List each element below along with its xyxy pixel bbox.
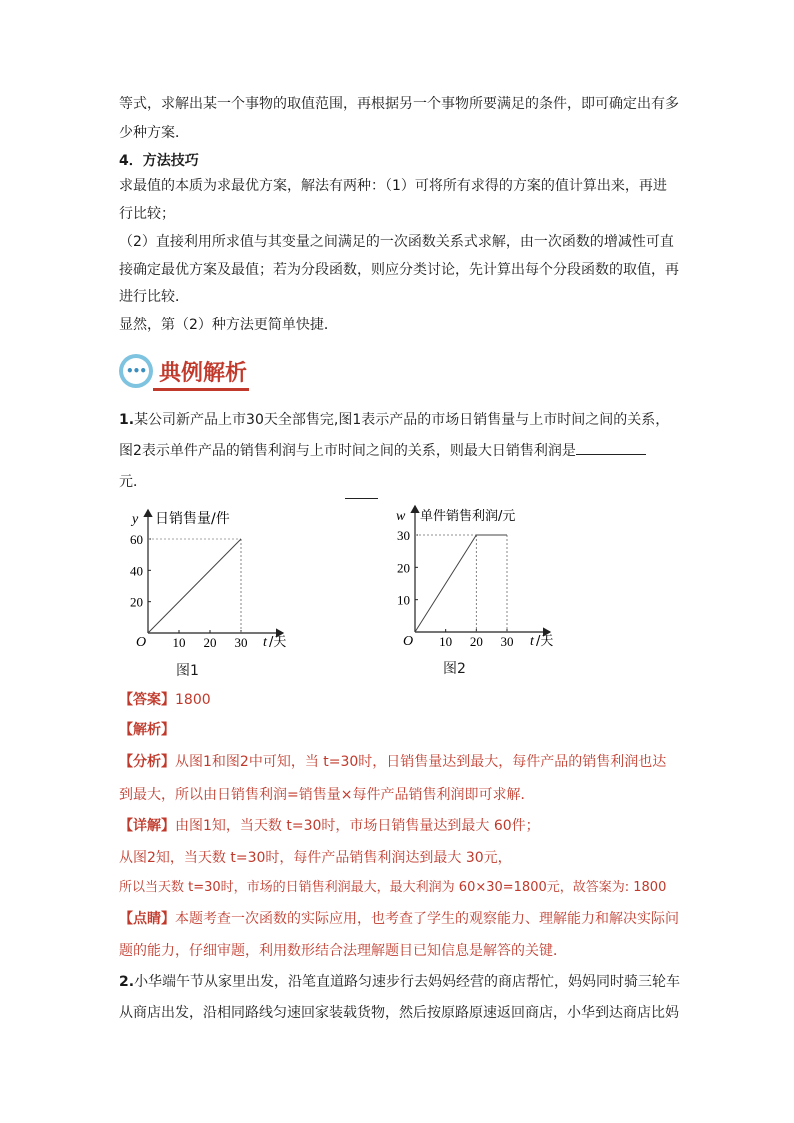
dianjing-label: 【点睛】	[119, 911, 175, 927]
more-dots-icon: •••	[119, 354, 153, 388]
fig2-ytick-label: 30	[397, 528, 410, 543]
fig1-xtick-label: 30	[234, 635, 248, 650]
section-title: 典例解析	[159, 360, 248, 386]
figure-1-caption: 图1	[176, 663, 199, 679]
q1-text-2: 图2表示单件产品的销售利润与上市时间之间的关系，则最大日销售利润是	[119, 443, 576, 459]
xiangjie-line-2: 从图2知，当天数 t=30时，每件产品销售利润达到最大 30元，	[119, 850, 512, 866]
intro-line-8: 显然，第（2）种方法更简单快捷．	[119, 317, 338, 333]
figure-2-caption: 图2	[443, 661, 466, 677]
answer-value: 1800	[175, 692, 211, 708]
dianjing-line-1	[119, 909, 679, 929]
fig2-xlabel: /天	[536, 634, 554, 649]
xiangjie-line-3: 所以当天数 t=30时，市场的日销售利润最大，最大利润为 60×30=1800元，故答案为: 1800	[119, 880, 667, 895]
q1-line-1	[119, 410, 669, 430]
q2-number: 2.	[119, 974, 135, 990]
q2-text-1: 小华端午节从家里出发，沿笔直道路匀速步行去妈妈经营的商店帮忙，妈妈同时骑三轮车	[134, 974, 681, 990]
analysis-label: 【解析】	[119, 722, 175, 738]
figure-1-chart	[118, 505, 318, 655]
fig2-xtick-label: 20	[469, 634, 483, 649]
method-tips-heading: 4．方法技巧	[119, 153, 199, 169]
fig1-ylabel: 日销售量/件	[155, 511, 230, 527]
fenxi-line-1	[119, 752, 666, 772]
answer-line	[119, 690, 211, 710]
short-rule	[345, 498, 378, 499]
fig1-ytick-label: 60	[130, 532, 143, 547]
intro-line-3: 求最值的本质为求最优方案，解法有两种：（1）可将所有求得的方案的值计算出来，再进	[119, 178, 667, 194]
intro-line-6: 接确定最优方案及最值；若为分段函数，则应分类讨论，先计算出每个分段函数的取值，再	[119, 262, 679, 278]
dianjing-line-2: 题的能力，仔细审题，利用数形结合法理解题目已知信息是解答的关键．	[119, 943, 567, 959]
q1-text-1: 某公司新产品上市30天全部售完,图1表示产品的市场日销售量与上市时间之间的关系，	[134, 412, 670, 428]
fenxi-label: 【分析】	[119, 754, 175, 770]
fig2-ytick-label: 20	[397, 560, 410, 576]
fig1-ytick-label: 20	[130, 594, 143, 610]
fig2-ylabel: 单件销售利润/元	[420, 509, 516, 524]
q1-number: 1.	[119, 412, 135, 428]
fenxi-line-2: 到最大，所以由日销售利润=销售量×每件产品销售利润即可求解．	[119, 787, 535, 803]
q2-line-1	[119, 972, 680, 992]
intro-line-7: 进行比较．	[119, 289, 189, 305]
section-badge	[119, 352, 249, 392]
fig2-origin: O	[403, 634, 414, 649]
fig1-xlabel: /天	[269, 635, 287, 650]
xiangjie-text-1: 由图1知，当天数 t=30时，市场日销售量达到最大 60件；	[175, 818, 540, 834]
q1-line-2	[119, 440, 646, 461]
fig2-xtick-label: 10	[439, 634, 453, 649]
xiangjie-label: 【详解】	[119, 818, 175, 834]
fenxi-text-1: 从图1和图2中可知，当 t=30时，日销售量达到最大，每件产品的销售利润也达	[175, 754, 667, 770]
fig1-ylabel-var: y	[132, 512, 139, 527]
fig1-xlabel-var: t	[263, 635, 267, 650]
intro-line-5: （2）直接利用所求值与其变量之间满足的一次函数关系式求解，由一次函数的增减性可直	[119, 234, 674, 250]
fig2-xtick-label: 30	[500, 634, 514, 649]
fig2-ylabel-var: w	[396, 509, 406, 524]
fig2-ytick-label: 10	[397, 592, 410, 608]
answer-label: 【答案】	[119, 692, 175, 708]
fig2-series-line	[415, 535, 507, 632]
q2-line-2: 从商店出发，沿相同路线匀速回家装载货物，然后按原路原速返回商店，小华到达商店比妈	[119, 1005, 679, 1021]
intro-line-4: 行比较；	[119, 206, 175, 222]
fig1-series-line	[148, 539, 241, 633]
intro-line-2: 少种方案．	[119, 125, 189, 141]
fig1-xtick-label: 20	[203, 635, 217, 650]
fig1-ytick-label: 40	[130, 563, 143, 579]
section-underline	[153, 388, 249, 391]
q1-line-3: 元．	[119, 474, 147, 490]
intro-line-1: 等式，求解出某一个事物的取值范围，再根据另一个事物所要满足的条件，即可确定出有多	[119, 96, 679, 112]
dianjing-text-1: 本题考查一次函数的实际应用，也考查了学生的观察能力、理解能力和解决实际问	[175, 911, 679, 927]
fig1-origin: O	[136, 635, 147, 650]
fig1-xtick-label: 10	[172, 635, 186, 650]
figure-2-chart	[388, 500, 588, 655]
fig2-xlabel-var: t	[530, 634, 534, 649]
xiangjie-line-1	[119, 816, 540, 836]
answer-blank[interactable]	[576, 440, 646, 455]
